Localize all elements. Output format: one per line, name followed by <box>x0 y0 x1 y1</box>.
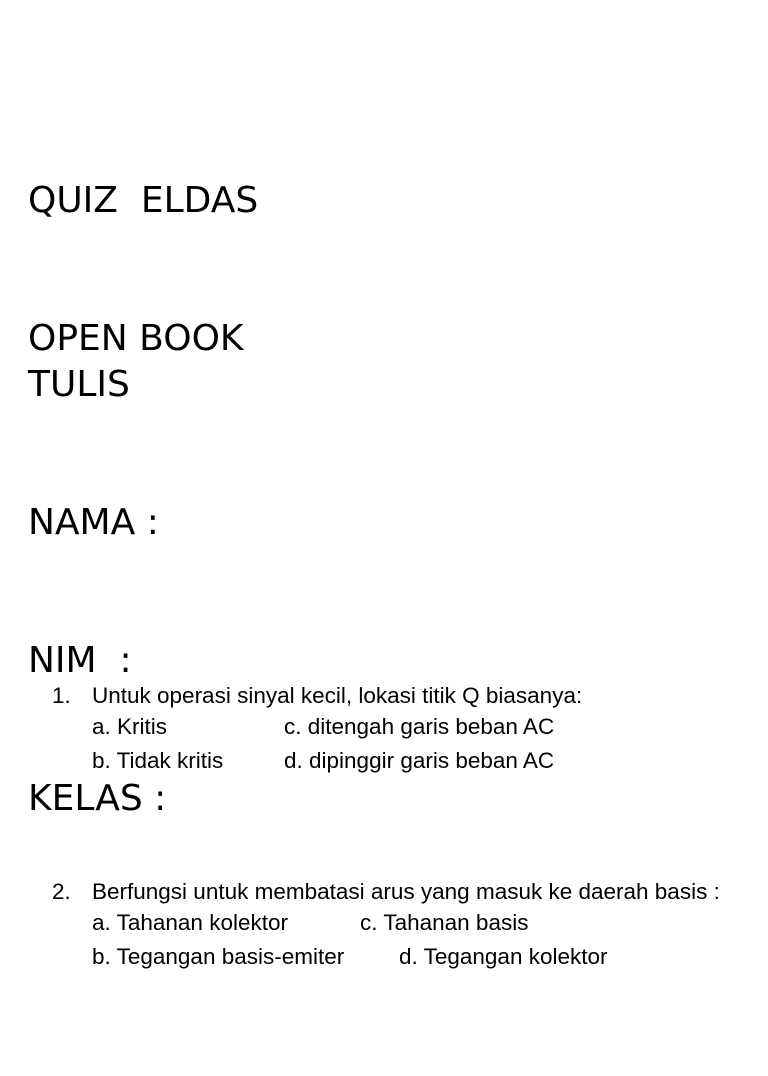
nim-label: NIM : <box>28 640 132 681</box>
question-1 <box>52 680 752 778</box>
option-d: d. Tegangan kolektor <box>399 944 608 969</box>
option-b: b. Tegangan basis-emiter <box>92 944 345 969</box>
option-a: a. Kritis <box>92 714 168 739</box>
option-row <box>92 906 752 940</box>
option-b: b. Tidak kritis <box>92 748 224 773</box>
question-number: 2. <box>52 879 71 904</box>
answer-options <box>92 710 752 778</box>
option-row <box>92 744 752 778</box>
option-row <box>92 710 752 744</box>
option-c: c. ditengah garis beban AC <box>284 714 555 739</box>
question-text: Untuk operasi sinyal kecil, lokasi titik Q biasanya: <box>92 683 583 708</box>
option-d: d. dipinggir garis beban AC <box>284 748 555 773</box>
class-label: KELAS : <box>28 778 167 819</box>
name-label: NAMA : <box>28 502 159 543</box>
quiz-title-line-1: QUIZ ELDAS <box>28 180 259 221</box>
quiz-title-line-2: OPEN BOOK <box>28 318 244 359</box>
answer-options <box>92 906 752 974</box>
question-number: 1. <box>52 683 71 708</box>
question-2 <box>52 876 752 974</box>
option-c: c. Tahanan basis <box>360 910 529 935</box>
instruction-label: TULIS <box>28 364 130 405</box>
question-text: Berfungsi untuk membatasi arus yang masuk ke daerah basis : <box>92 879 720 904</box>
option-a: a. Tahanan kolektor <box>92 910 288 935</box>
option-row <box>92 940 752 974</box>
